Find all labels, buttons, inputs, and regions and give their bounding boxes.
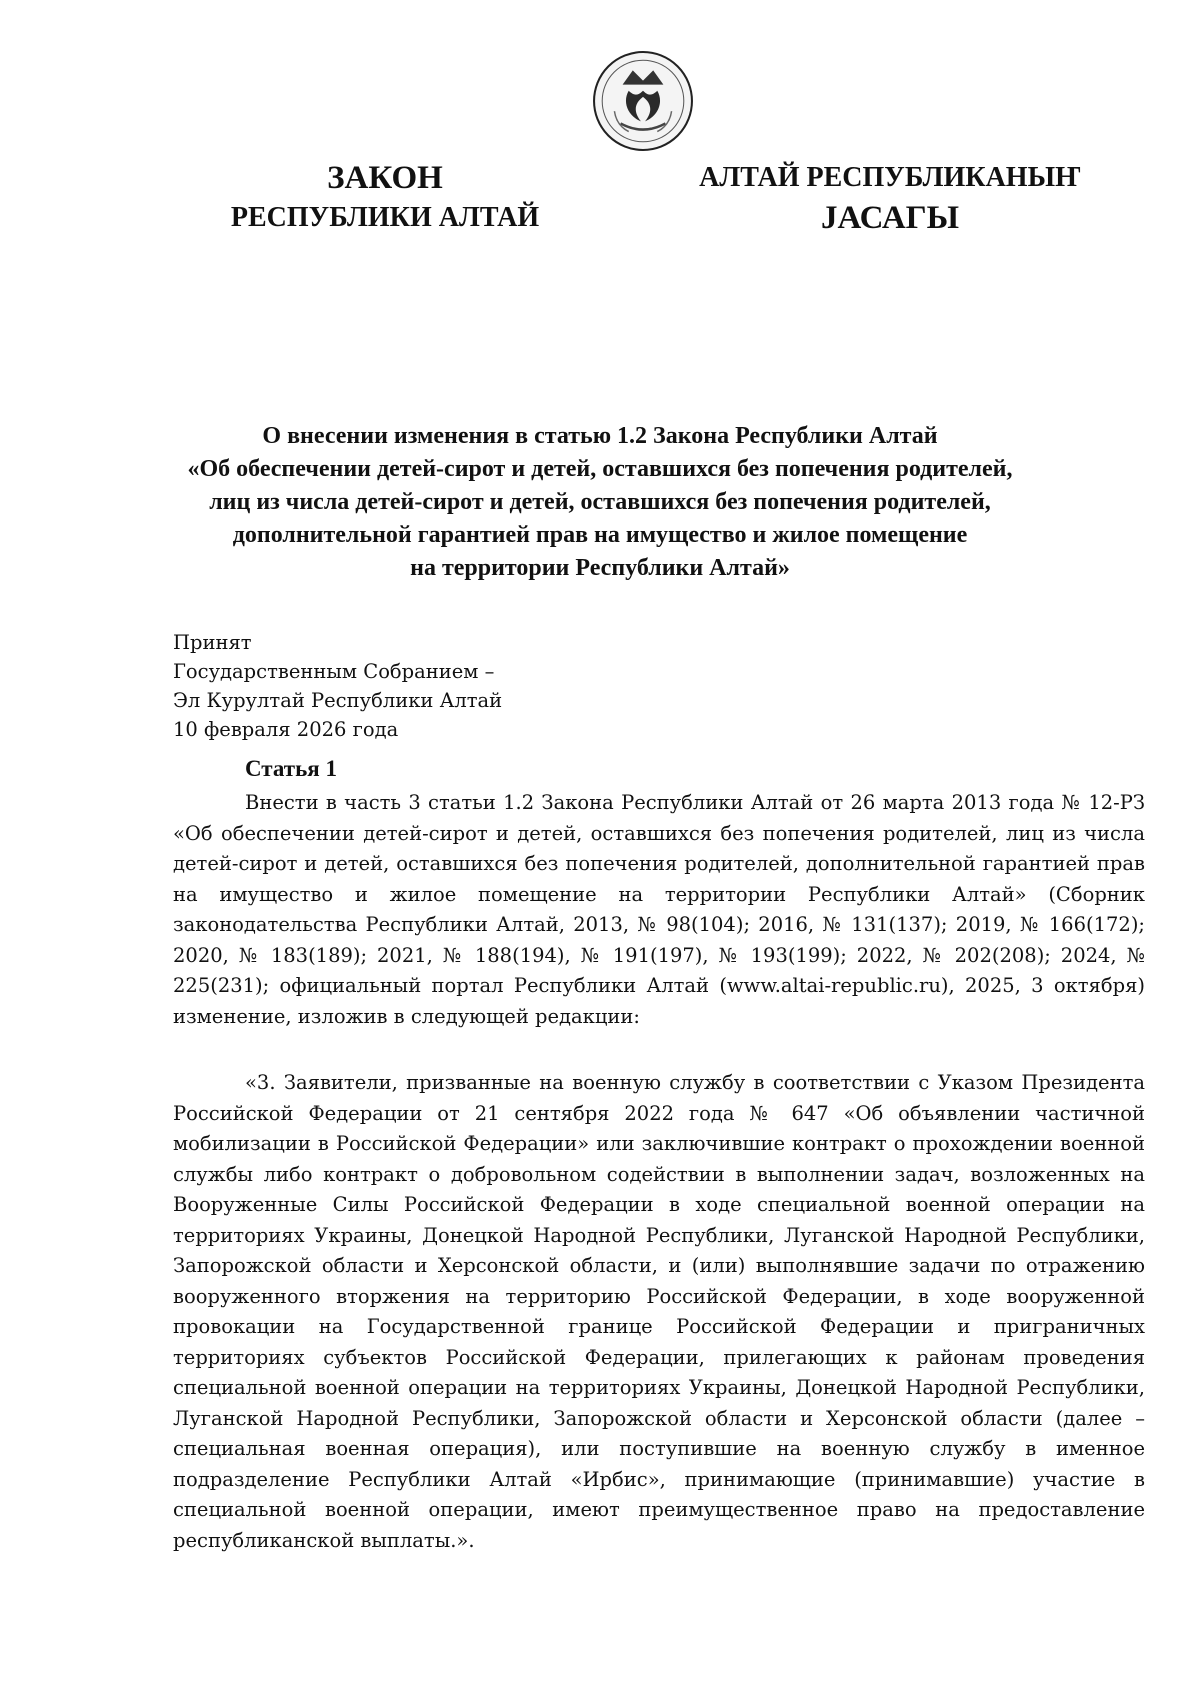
header-law-word: ЗАКОН: [327, 160, 443, 196]
adoption-line: Государственным Собранием –: [173, 660, 495, 683]
adoption-date: 10 февраля 2026 года: [173, 718, 399, 741]
title-line: лиц из числа детей-сирот и детей, оставшихся без попечения родителей,: [209, 489, 991, 515]
article-body-paragraph-2: [173, 1068, 1145, 1556]
title-line: «Об обеспечении детей-сирот и детей, оставшихся без попечения родителей,: [187, 456, 1013, 482]
article-title: Статья 1: [245, 756, 337, 781]
adoption-block: [173, 628, 502, 744]
adoption-line: Принят: [173, 631, 252, 654]
header-republic-name-altai: АЛТАЙ РЕСПУБЛИКАНЫҤ: [699, 162, 1081, 193]
paragraph-text: «3. Заявители, призванные на военную службу в соответствии с Указом Президента Российской Федерации от 21 сентября 2022 года № 647 «Об объявлении частичной мобилизации в Российской Федерации» или заключившие контракт о прохождении военной службы либо контракт о добровольном содействии в выполнении задач, возложенных на Вооруженные Силы Российской Федерации в ходе специальной военной операции на территориях Украины, Донецкой Народной Республики, Луганской Народной Республики, Запорожской области и Херсонской области, и (или) выполнявшие задачи по отражению вооруженного вторжения на территорию Российской Федерации, в ходе вооруженной провокации на Государственной границе Российской Федерации и приграничных территориях субъектов Российской Федерации, прилегающих к районам проведения специальной военной операции на территориях Украины, Донецкой Народной Республики, Луганской Народной Республики, Запорожской области и Херсонской области (далее – специальная военная операция), или поступившие на военную службу в именное подразделение Республики Алтай «Ирбис», принимающие (принимавшие) участие в специальной военной операции, имеют преимущественное право на предоставление республиканской выплаты.».: [173, 1071, 1145, 1552]
title-line: дополнительной гарантией прав на имущество и жилое помещение: [232, 522, 968, 548]
header-law-word-altai: JАСАГЫ: [820, 200, 960, 236]
header-republic-name: РЕСПУБЛИКИ АЛТАЙ: [230, 202, 540, 233]
article-body-paragraph-1: [173, 788, 1145, 1032]
law-title: [150, 420, 1050, 585]
paragraph-text: Внести в часть 3 статьи 1.2 Закона Республики Алтай от 26 марта 2013 года № 12-РЗ «Об обеспечении детей-сирот и детей, оставшихся без попечения родителей, лиц из числа детей-сирот и детей, оставшихся без попечения родителей, дополнительной гарантией прав на имущество и жилое помещение на территории Республики Алтай» (Сборник законодательства Республики Алтай, 2013, № 98(104); 2016, № 131(137); 2019, № 166(172); 2020, № 183(189); 2021, № 188(194), № 191(197), № 193(199); 2022, № 202(208); 2024, № 225(231); официальный портал Республики Алтай (www.altai-republic.ru), 2025, 3 октября) изменение, изложив в следующей редакции:: [173, 791, 1145, 1028]
coat-of-arms-emblem: [592, 50, 694, 152]
law-header-altai: [690, 158, 1090, 238]
law-header-russian: [180, 158, 590, 238]
title-line: на территории Республики Алтай»: [410, 555, 790, 581]
title-line: О внесении изменения в статью 1.2 Закона Республики Алтай: [262, 423, 938, 449]
adoption-line: Эл Курултай Республики Алтай: [173, 689, 503, 712]
